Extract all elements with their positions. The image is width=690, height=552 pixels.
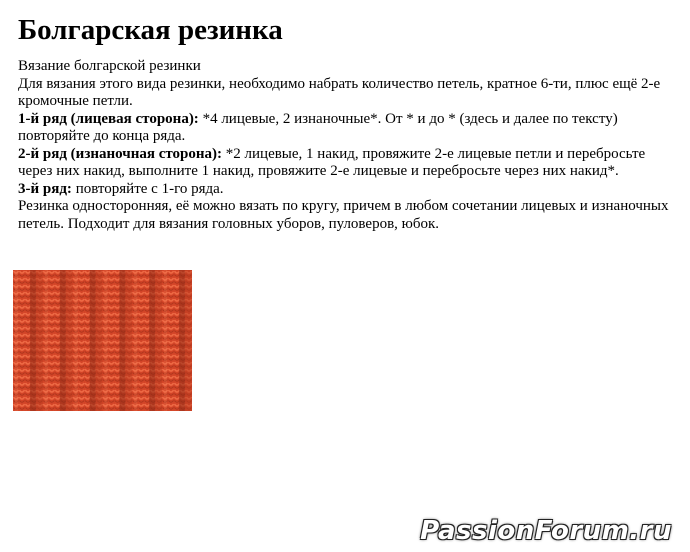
article-subtitle: Вязание болгарской резинки [18, 58, 201, 74]
knitted-rib-swatch-icon [13, 270, 192, 411]
row2-instruction [18, 146, 678, 181]
row1-instruction [18, 111, 678, 146]
article-intro: Для вязания этого вида резинки, необходимо набрать количество петель, кратное 6-ти, плюс ещё 2-е кромочные петли. [18, 75, 661, 109]
article-title: Болгарская резинка [18, 14, 283, 46]
row2-text: *2 лицевые, 1 накид, провяжите 2-е лицевые петли и перебросьте через них накид, выполните 1 накид, провяжите 2-е лицевые и перебросьте через них накид*. [18, 145, 646, 179]
row1-label: 1-й ряд (лицевая сторона): [18, 110, 199, 127]
row3-text: повторяйте с 1-го ряда. [71, 180, 224, 197]
row3-instruction [18, 181, 678, 199]
site-watermark: PassionForum.ru [420, 516, 672, 546]
row2-label: 2-й ряд (изнаночная сторона): [18, 145, 223, 162]
row1-text: *4 лицевые, 2 изнаночные*. От * и до * (здесь и далее по тексту) повторяйте до конца ряда. [18, 110, 618, 144]
row3-label: 3-й ряд: [18, 180, 72, 197]
article-outro: Резинка односторонняя, её можно вязать по кругу, причем в любом сочетании лицевых и изнаночных петель. Подходит для вязания головных уборов, пуловеров, юбок. [18, 198, 669, 232]
article-body [18, 58, 678, 233]
